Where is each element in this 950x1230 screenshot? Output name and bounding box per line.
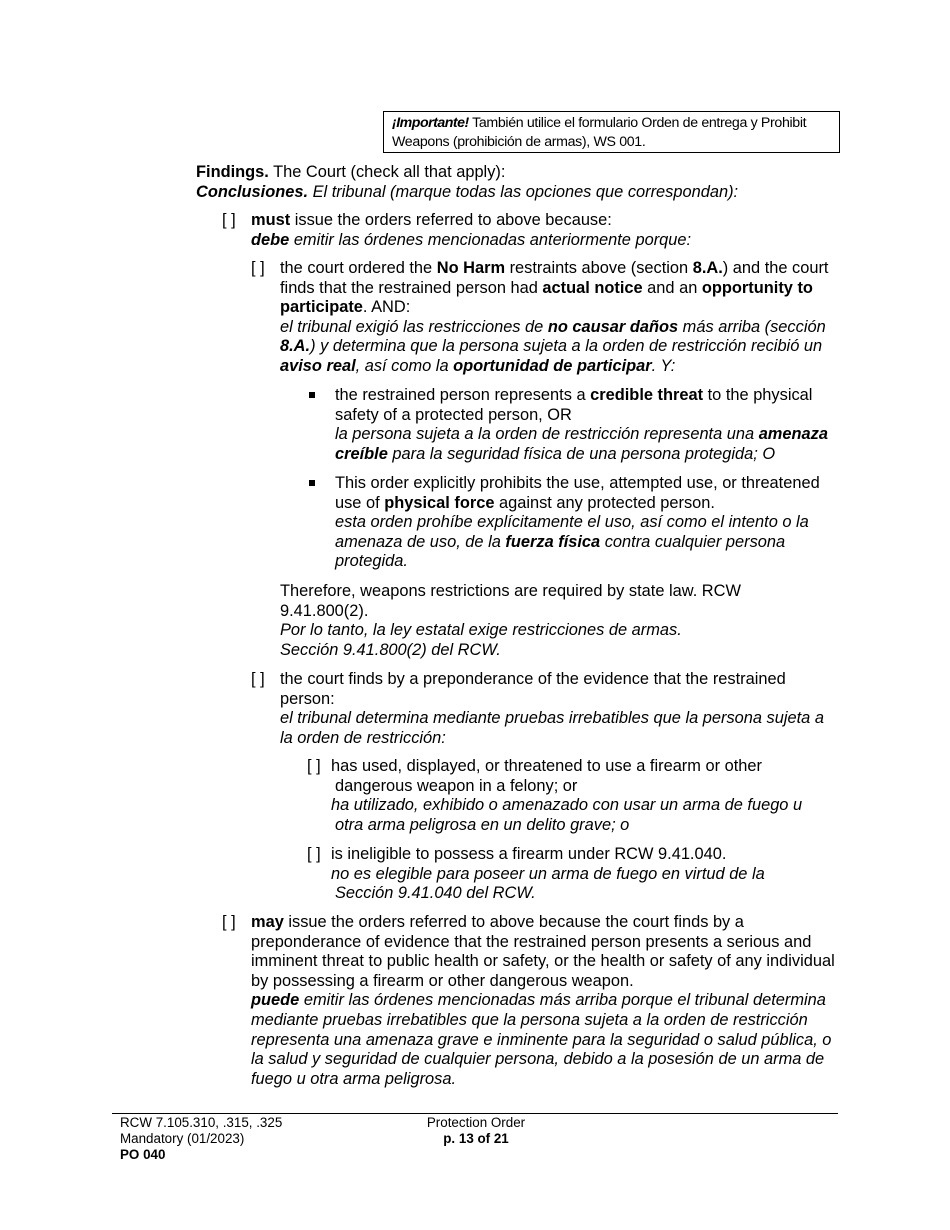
no-harm-es-9: . Y:: [651, 356, 676, 375]
no-harm-en-7: and an: [642, 278, 702, 297]
footer-left: [120, 1115, 282, 1163]
findings-es-text: El tribunal (marque todas las opciones que correspondan):: [308, 182, 739, 201]
felony-weapon-option: [331, 757, 841, 835]
may-en-bold: may: [251, 913, 284, 931]
important-notice-box: [383, 111, 840, 153]
bullet2-en-3: against any protected person.: [494, 493, 715, 512]
no-harm-en-8: opportunity to participate: [280, 278, 813, 317]
no-harm-es-8: oportunidad de participar: [453, 356, 652, 375]
felony-weapon-checkbox[interactable]: [ ]: [307, 757, 321, 775]
must-es-bold: debe: [251, 230, 290, 249]
notice-text: También utilice el formulario Orden de entrega y Prohibit Weapons (prohibición de armas), WS 001.: [392, 115, 807, 150]
ineligible-checkbox[interactable]: [ ]: [307, 845, 321, 863]
preponderance-es: el tribunal determina mediante pruebas irrebatibles que la persona sujeta a la orden de restricción:: [280, 709, 824, 747]
no-harm-en-9: . AND:: [362, 298, 411, 317]
no-harm-en-3: restraints above (section: [505, 259, 693, 277]
may-option: [251, 913, 841, 1089]
no-harm-es-4: 8.A.: [280, 337, 311, 356]
therefore-es-1: Por lo tanto, la ley estatal exige restricciones de armas.: [280, 621, 682, 640]
no-harm-en-5: ) and the court finds that the restrained person had: [280, 259, 829, 297]
bullet2-es-3: contra cualquier persona protegida.: [335, 532, 786, 571]
preponderance-option: [280, 670, 840, 748]
therefore-en: Therefore, weapons restrictions are required by state law. RCW 9.41.800(2).: [280, 582, 741, 620]
findings-heading: [196, 163, 856, 202]
sub1-es-2: otra arma peligrosa en un delito grave; o: [335, 815, 630, 834]
bullet1-en-1: the restrained person represents a: [335, 386, 591, 404]
may-checkbox[interactable]: [ ]: [222, 913, 236, 931]
footer-page-number: p. 13 of 21: [443, 1131, 509, 1146]
no-harm-en-1: the court ordered the: [280, 259, 437, 277]
footer-center: [424, 1115, 528, 1147]
sub2-es-1: no es elegible para poseer un arma de fuego en virtud de la: [331, 864, 765, 883]
no-harm-en-6: actual notice: [542, 278, 643, 297]
notice-lead: ¡Importante!: [392, 115, 469, 131]
footer-divider: [112, 1113, 838, 1114]
footer-title: Protection Order: [426, 1115, 526, 1130]
footer-rcw: RCW 7.105.310, .315, .325: [120, 1115, 283, 1130]
no-harm-es-7: , así como la: [355, 356, 454, 375]
bullet1-en-3: to the physical safety of a protected person, OR: [335, 386, 813, 424]
sub1-en-1: has used, displayed, or threatened to use a firearm or other: [331, 757, 762, 775]
preponderance-checkbox[interactable]: [ ]: [251, 670, 265, 688]
may-en-text: issue the orders referred to above because the court finds by a preponderance of evidence that the restrained person presents a serious and imminent threat to public health or safety, or the health or safety of any individual by possessing a firearm or other dangerous weapon.: [251, 913, 835, 990]
sub2-en: is ineligible to possess a firearm under RCW 9.41.040.: [331, 845, 727, 863]
no-harm-option: [280, 259, 842, 377]
bullet-marker: [309, 392, 315, 398]
therefore-es-2: Sección 9.41.800(2) del RCW.: [280, 640, 501, 659]
findings-en-bold: Findings.: [196, 163, 269, 181]
no-harm-es-3: más arriba (sección: [678, 317, 826, 336]
no-harm-checkbox[interactable]: [ ]: [251, 259, 265, 277]
no-harm-en-4: 8.A.: [692, 259, 723, 277]
bullet-marker: [309, 480, 315, 486]
bullet2-en-1: This order explicitly prohibits the use, attempted use, or threatened use of: [335, 474, 820, 512]
no-harm-es-6: aviso real: [280, 356, 356, 375]
footer-mandatory: Mandatory (01/2023): [120, 1131, 245, 1146]
no-harm-en-2: No Harm: [436, 259, 506, 277]
sub1-es-1: ha utilizado, exhibido o amenazado con usar un arma de fuego u: [331, 796, 803, 815]
no-harm-es-2: no causar daños: [547, 317, 679, 336]
sub2-es-2: Sección 9.41.040 del RCW.: [335, 884, 536, 903]
bullet2-en-2: physical force: [384, 493, 495, 512]
may-es-bold: puede: [251, 991, 300, 1010]
bullet1-es-2: amenaza creíble: [335, 425, 828, 463]
must-en-bold: must: [251, 211, 291, 229]
must-en-text: issue the orders referred to above because:: [290, 211, 612, 229]
therefore-paragraph: [280, 582, 800, 660]
preponderance-en: the court finds by a preponderance of the evidence that the restrained person:: [280, 670, 786, 708]
findings-es-bold: Conclusiones.: [196, 182, 309, 201]
must-checkbox[interactable]: [ ]: [222, 211, 236, 229]
ineligible-option: [331, 845, 841, 904]
sub1-en-2: dangerous weapon in a felony; or: [335, 776, 578, 795]
bullet1-en-2: credible threat: [590, 386, 704, 404]
no-harm-es-5: ) y determina que la persona sujeta a la orden de restricción recibió un: [310, 337, 823, 356]
must-es-text: emitir las órdenes mencionadas anteriormente porque:: [289, 230, 692, 249]
bullet1-es-1: la persona sujeta a la orden de restricción representa una: [335, 425, 759, 444]
findings-en-text: The Court (check all that apply):: [268, 163, 506, 181]
no-harm-es-1: el tribunal exigió las restricciones de: [280, 317, 548, 336]
bullet1-es-3: para la seguridad física de una persona protegida; O: [387, 444, 776, 463]
bullet2-es-2: fuerza física: [505, 532, 601, 551]
may-es-text: emitir las órdenes mencionadas más arriba porque el tribunal determina mediante pruebas irrebatibles que la persona sujeta a la orden de restricción representa una amenaza grave e inminente para la seguridad o salud pública, o la salud y seguridad de cualquier persona, debido a la posesión de un arma de fuego u otra arma peligrosa.: [251, 991, 832, 1088]
bullet2-es-1: esta orden prohíbe explícitamente el uso, así como el intento o la amenaza de uso, de la: [335, 513, 809, 551]
physical-force-item: [335, 474, 835, 572]
footer-form-number: PO 040: [120, 1147, 166, 1162]
must-option: [251, 211, 841, 250]
credible-threat-item: [335, 386, 843, 464]
